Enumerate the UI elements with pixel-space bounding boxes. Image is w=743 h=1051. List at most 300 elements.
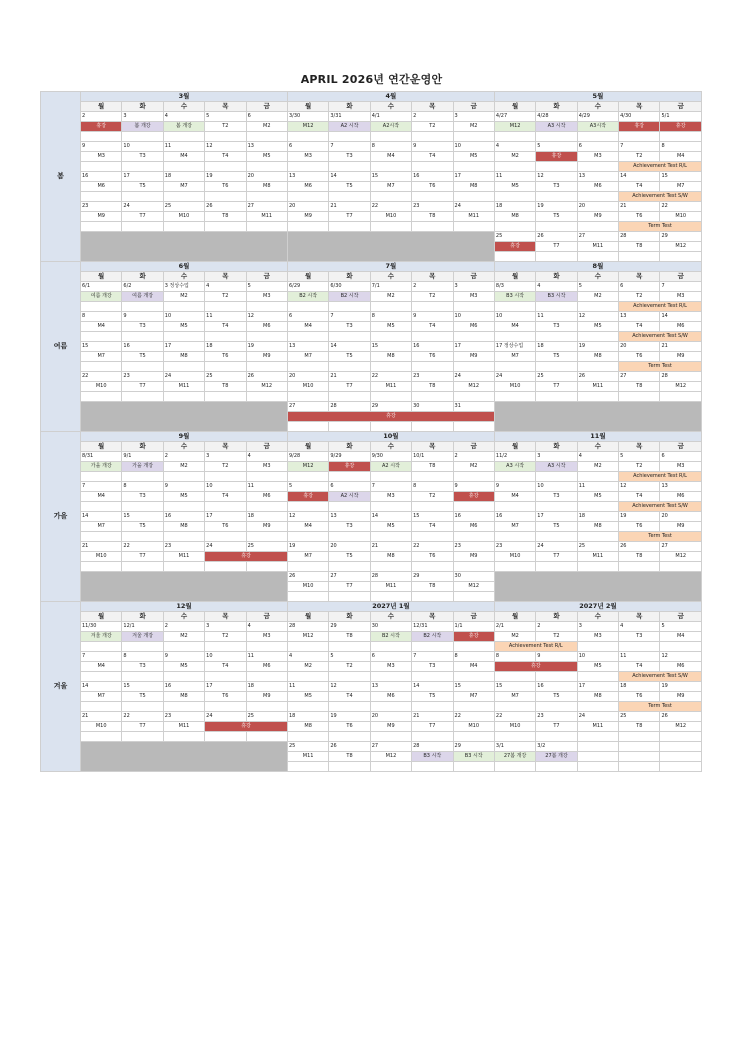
- blank-cell: [163, 362, 204, 372]
- blank-cell: [205, 302, 246, 312]
- blank-cell: [246, 502, 287, 512]
- day-number: 6: [619, 282, 660, 292]
- day-number: 6: [660, 452, 702, 462]
- day-number: 8: [453, 652, 494, 662]
- day-number: 3/30: [287, 112, 328, 122]
- note-cell: Term Test: [619, 362, 702, 372]
- blank-cell: [287, 762, 328, 772]
- weekday-header: 수: [577, 612, 618, 622]
- day-number: 2: [536, 622, 577, 632]
- day-number: 9: [536, 652, 577, 662]
- event-cell: M3: [287, 152, 328, 162]
- blank-cell: [453, 532, 494, 542]
- blank-cell: [536, 252, 577, 262]
- event-cell: B2 시작: [412, 632, 453, 642]
- day-number: 19: [619, 512, 660, 522]
- empty-block: [81, 572, 288, 602]
- event-cell: M9: [246, 522, 287, 532]
- note-cell: Achievement Test S/W: [619, 672, 702, 682]
- weekday-header: 금: [453, 102, 494, 112]
- blank-cell: [163, 562, 204, 572]
- day-number: 7: [329, 312, 370, 322]
- blank-cell: [370, 222, 411, 232]
- document-title: APRIL 2026년 연간운영안: [300, 73, 443, 86]
- day-number: 28: [660, 372, 702, 382]
- event-cell: M6: [453, 322, 494, 332]
- event-cell: M8: [370, 352, 411, 362]
- weekday-header: 수: [163, 442, 204, 452]
- blank-cell: [412, 702, 453, 712]
- blank-cell: [329, 392, 370, 402]
- event-cell: M9: [577, 212, 618, 222]
- day-number: 22: [494, 712, 535, 722]
- day-number: 24: [453, 372, 494, 382]
- day-number: 11: [287, 682, 328, 692]
- blank-cell: [81, 132, 122, 142]
- day-number: 25: [536, 372, 577, 382]
- blank-cell: [412, 592, 453, 602]
- weekday-header: 화: [536, 442, 577, 452]
- blank-cell: [577, 472, 618, 482]
- blank-cell: [453, 562, 494, 572]
- day-number: 4: [577, 452, 618, 462]
- weekday-header: 목: [619, 272, 660, 282]
- day-number: 9: [412, 312, 453, 322]
- event-cell: M9: [660, 522, 702, 532]
- day-number: 24: [205, 712, 246, 722]
- empty-block: [81, 232, 288, 262]
- event-cell: T5: [329, 182, 370, 192]
- blank-cell: [122, 532, 163, 542]
- holiday-banner: 휴강: [205, 552, 288, 562]
- event-cell: M5: [577, 662, 618, 672]
- day-number: 17: [577, 682, 618, 692]
- day-number: 3 정상수업: [163, 282, 204, 292]
- event-cell: T7: [329, 582, 370, 592]
- day-number: 21: [81, 712, 122, 722]
- blank-cell: [163, 502, 204, 512]
- day-number: 7: [329, 142, 370, 152]
- month-header: 12월: [81, 602, 288, 612]
- day-number: 23: [412, 202, 453, 212]
- blank-cell: [494, 562, 535, 572]
- event-cell: T8: [619, 382, 660, 392]
- day-number: 18: [577, 512, 618, 522]
- day-number: 3/1: [494, 742, 535, 752]
- empty-block: [81, 402, 288, 432]
- day-number: 24: [205, 542, 246, 552]
- blank-cell: [81, 502, 122, 512]
- blank-cell: [163, 732, 204, 742]
- event-cell: M9: [453, 552, 494, 562]
- event-cell: M7: [453, 692, 494, 702]
- blank-cell: [453, 702, 494, 712]
- blank-cell: [453, 502, 494, 512]
- blank-cell: [163, 222, 204, 232]
- day-number: 12: [660, 652, 702, 662]
- day-number: 12: [246, 312, 287, 322]
- day-number: 15: [122, 512, 163, 522]
- blank-cell: [370, 192, 411, 202]
- weekday-header: 금: [246, 272, 287, 282]
- event-cell: T5: [122, 352, 163, 362]
- day-number: 25: [246, 542, 287, 552]
- day-number: 16: [412, 342, 453, 352]
- day-number: 13: [370, 682, 411, 692]
- event-cell: 휴강: [660, 122, 702, 132]
- day-number: 3/2: [536, 742, 577, 752]
- day-number: 5: [246, 282, 287, 292]
- day-number: 8: [370, 142, 411, 152]
- day-number: 2/1: [494, 622, 535, 632]
- event-cell: M4: [370, 152, 411, 162]
- event-cell: 봄 개강: [163, 122, 204, 132]
- weekday-header: 화: [536, 102, 577, 112]
- event-cell: M9: [453, 352, 494, 362]
- weekday-header: 금: [660, 102, 702, 112]
- day-number: 27: [370, 742, 411, 752]
- event-cell: T4: [619, 322, 660, 332]
- blank-cell: [287, 672, 328, 682]
- day-number: 18: [619, 682, 660, 692]
- event-cell: T2: [412, 122, 453, 132]
- day-number: 14: [370, 512, 411, 522]
- day-number: [577, 742, 618, 752]
- event-cell: M11: [246, 212, 287, 222]
- weekday-header: 금: [246, 442, 287, 452]
- day-number: 14: [329, 342, 370, 352]
- event-cell: M12: [660, 552, 702, 562]
- event-cell: M4: [287, 522, 328, 532]
- day-number: 11/2: [494, 452, 535, 462]
- blank-cell: [287, 472, 328, 482]
- event-cell: M7: [370, 182, 411, 192]
- day-number: 11: [619, 652, 660, 662]
- weekday-header: 수: [577, 102, 618, 112]
- weekday-header: 화: [122, 272, 163, 282]
- event-cell: T7: [329, 382, 370, 392]
- day-number: 24: [122, 202, 163, 212]
- event-cell: T7: [536, 242, 577, 252]
- weekday-header: 수: [163, 102, 204, 112]
- blank-cell: [494, 132, 535, 142]
- blank-cell: [577, 502, 618, 512]
- blank-cell: [246, 162, 287, 172]
- day-number: 12/1: [122, 622, 163, 632]
- event-cell: T8: [329, 632, 370, 642]
- day-number: 9: [163, 652, 204, 662]
- blank-cell: [163, 642, 204, 652]
- blank-cell: [536, 362, 577, 372]
- blank-cell: [577, 162, 618, 172]
- weekday-header: 화: [122, 102, 163, 112]
- blank-cell: [163, 532, 204, 542]
- day-number: 6/29: [287, 282, 328, 292]
- day-number: 29: [453, 742, 494, 752]
- weekday-header: 월: [494, 442, 535, 452]
- day-number: 26: [577, 372, 618, 382]
- day-number: 12: [577, 312, 618, 322]
- day-number: 3: [205, 622, 246, 632]
- weekday-header: 월: [81, 272, 122, 282]
- event-cell: T6: [329, 722, 370, 732]
- day-number: 9: [453, 482, 494, 492]
- day-number: 21: [370, 542, 411, 552]
- note-cell: Achievement Test S/W: [619, 502, 702, 512]
- weekday-header: 월: [287, 102, 328, 112]
- blank-cell: [494, 252, 535, 262]
- blank-cell: [246, 362, 287, 372]
- blank-cell: [287, 302, 328, 312]
- event-cell: M2: [494, 152, 535, 162]
- event-cell: M11: [163, 382, 204, 392]
- blank-cell: [536, 562, 577, 572]
- blank-cell: [577, 532, 618, 542]
- blank-cell: [287, 702, 328, 712]
- day-number: 22: [122, 542, 163, 552]
- blank-cell: [494, 222, 535, 232]
- season-label: 겨울: [41, 602, 81, 772]
- month-header: 3월: [81, 92, 288, 102]
- blank-cell: [329, 362, 370, 372]
- day-number: 26: [287, 572, 328, 582]
- event-cell: T8: [412, 382, 453, 392]
- event-cell: T2: [205, 632, 246, 642]
- day-number: 15: [412, 512, 453, 522]
- blank-cell: [81, 222, 122, 232]
- event-cell: T4: [619, 182, 660, 192]
- blank-cell: [494, 502, 535, 512]
- blank-cell: [536, 732, 577, 742]
- day-number: 13: [619, 312, 660, 322]
- season-label: 봄: [41, 92, 81, 262]
- day-number: 16: [536, 682, 577, 692]
- blank-cell: [370, 562, 411, 572]
- event-cell: M9: [660, 352, 702, 362]
- blank-cell: [122, 162, 163, 172]
- blank-cell: [329, 672, 370, 682]
- day-number: 3: [453, 282, 494, 292]
- event-cell: M12: [287, 632, 328, 642]
- blank-cell: [205, 192, 246, 202]
- event-cell: M3: [81, 152, 122, 162]
- event-cell: T4: [412, 522, 453, 532]
- event-cell: T8: [619, 242, 660, 252]
- blank-cell: [412, 502, 453, 512]
- day-number: 28: [287, 622, 328, 632]
- event-cell: M2: [453, 122, 494, 132]
- event-cell: M10: [81, 552, 122, 562]
- event-cell: A3시작: [577, 122, 618, 132]
- holiday-banner: 휴강: [205, 722, 288, 732]
- day-number: 19: [329, 712, 370, 722]
- blank-cell: [370, 642, 411, 652]
- day-number: 17: [205, 512, 246, 522]
- day-number: 30: [412, 402, 453, 412]
- day-number: 6/30: [329, 282, 370, 292]
- event-cell: T6: [412, 352, 453, 362]
- blank-cell: [370, 672, 411, 682]
- day-number: 10: [453, 142, 494, 152]
- blank-cell: [122, 302, 163, 312]
- blank-cell: [329, 532, 370, 542]
- day-number: 20: [246, 172, 287, 182]
- day-number: 19: [660, 682, 702, 692]
- event-cell: M2: [577, 462, 618, 472]
- weekday-header: 월: [494, 612, 535, 622]
- event-cell: M2: [453, 462, 494, 472]
- day-number: 10: [205, 482, 246, 492]
- weekday-header: 목: [412, 102, 453, 112]
- event-cell: M3: [370, 662, 411, 672]
- blank-cell: [577, 302, 618, 312]
- blank-cell: [453, 162, 494, 172]
- day-number: 6: [246, 112, 287, 122]
- event-cell: B3 시작: [536, 292, 577, 302]
- event-cell: T6: [205, 352, 246, 362]
- day-number: 15: [453, 682, 494, 692]
- event-cell: B2 시작: [287, 292, 328, 302]
- day-number: 5: [205, 112, 246, 122]
- day-number: 29: [412, 572, 453, 582]
- day-number: 2: [453, 452, 494, 462]
- weekday-header: 금: [453, 612, 494, 622]
- day-number: 18: [163, 172, 204, 182]
- event-cell: T3: [619, 632, 660, 642]
- day-number: 8: [81, 312, 122, 322]
- note-cell: Term Test: [619, 702, 702, 712]
- blank-cell: [577, 192, 618, 202]
- event-cell: M9: [246, 692, 287, 702]
- day-number: 30: [370, 622, 411, 632]
- day-number: 28: [619, 232, 660, 242]
- empty-block: [287, 232, 494, 262]
- event-cell: A2 시작: [370, 462, 411, 472]
- blank-cell: [81, 532, 122, 542]
- blank-cell: [536, 332, 577, 342]
- day-number: 21: [619, 202, 660, 212]
- day-number: 18: [494, 202, 535, 212]
- event-cell: T6: [619, 212, 660, 222]
- day-number: 28: [370, 572, 411, 582]
- blank-cell: [660, 132, 702, 142]
- blank-cell: [453, 732, 494, 742]
- blank-cell: [370, 702, 411, 712]
- day-number: 10: [494, 312, 535, 322]
- day-number: 3: [205, 452, 246, 462]
- event-cell: M8: [163, 522, 204, 532]
- day-number: 21: [81, 542, 122, 552]
- event-cell: M12: [453, 382, 494, 392]
- blank-cell: [122, 502, 163, 512]
- day-number: 5: [660, 622, 702, 632]
- event-cell: T5: [536, 692, 577, 702]
- blank-cell: [81, 562, 122, 572]
- blank-cell: [370, 362, 411, 372]
- event-cell: T6: [412, 552, 453, 562]
- day-number: 14: [660, 312, 702, 322]
- event-cell: T8: [412, 212, 453, 222]
- blank-cell: [660, 762, 702, 772]
- blank-cell: [246, 222, 287, 232]
- blank-cell: [660, 252, 702, 262]
- day-number: 23: [453, 542, 494, 552]
- blank-cell: [577, 362, 618, 372]
- event-cell: M8: [370, 552, 411, 562]
- day-number: 17: [122, 172, 163, 182]
- day-number: 27: [329, 572, 370, 582]
- blank-cell: [370, 132, 411, 142]
- blank-cell: [122, 472, 163, 482]
- weekday-header: 화: [329, 102, 370, 112]
- day-number: 20: [619, 342, 660, 352]
- blank-cell: [81, 362, 122, 372]
- blank-cell: [453, 362, 494, 372]
- weekday-header: 목: [205, 442, 246, 452]
- weekday-header: 목: [619, 612, 660, 622]
- event-cell: B2 시작: [370, 632, 411, 642]
- weekday-header: 금: [660, 612, 702, 622]
- day-number: 14: [329, 172, 370, 182]
- day-number: 18: [246, 512, 287, 522]
- event-cell: M3: [577, 632, 618, 642]
- event-cell: T6: [619, 522, 660, 532]
- day-number: 23: [163, 712, 204, 722]
- day-number: 2: [81, 112, 122, 122]
- day-number: 5: [577, 282, 618, 292]
- day-number: 26: [536, 232, 577, 242]
- weekday-header: 화: [122, 442, 163, 452]
- weekday-header: 화: [329, 612, 370, 622]
- blank-cell: [494, 192, 535, 202]
- day-number: 11: [494, 172, 535, 182]
- event-cell: M8: [163, 692, 204, 702]
- event-cell: T4: [412, 322, 453, 332]
- weekday-header: 수: [370, 102, 411, 112]
- event-cell: A2 시작: [329, 122, 370, 132]
- day-number: 13: [246, 142, 287, 152]
- blank-cell: [163, 702, 204, 712]
- day-number: 20: [329, 542, 370, 552]
- day-number: 4/1: [370, 112, 411, 122]
- event-cell: T3: [122, 322, 163, 332]
- event-cell: M3: [453, 292, 494, 302]
- event-cell: T2: [412, 292, 453, 302]
- blank-cell: [163, 672, 204, 682]
- event-cell: [660, 752, 702, 762]
- blank-cell: [246, 532, 287, 542]
- blank-cell: [329, 702, 370, 712]
- blank-cell: [370, 532, 411, 542]
- day-number: 4/28: [536, 112, 577, 122]
- blank-cell: [494, 392, 535, 402]
- blank-cell: [246, 192, 287, 202]
- day-number: 15: [494, 682, 535, 692]
- event-cell: M10: [81, 722, 122, 732]
- day-number: 22: [453, 712, 494, 722]
- calendar-table: [40, 91, 702, 772]
- blank-cell: [619, 392, 660, 402]
- event-cell: 휴강: [81, 122, 122, 132]
- day-number: 27: [619, 372, 660, 382]
- blank-cell: [370, 332, 411, 342]
- event-cell: M5: [163, 662, 204, 672]
- event-cell: M10: [370, 212, 411, 222]
- day-number: 9/30: [370, 452, 411, 462]
- month-header: 7월: [287, 262, 494, 272]
- blank-cell: [81, 192, 122, 202]
- event-cell: M2: [163, 632, 204, 642]
